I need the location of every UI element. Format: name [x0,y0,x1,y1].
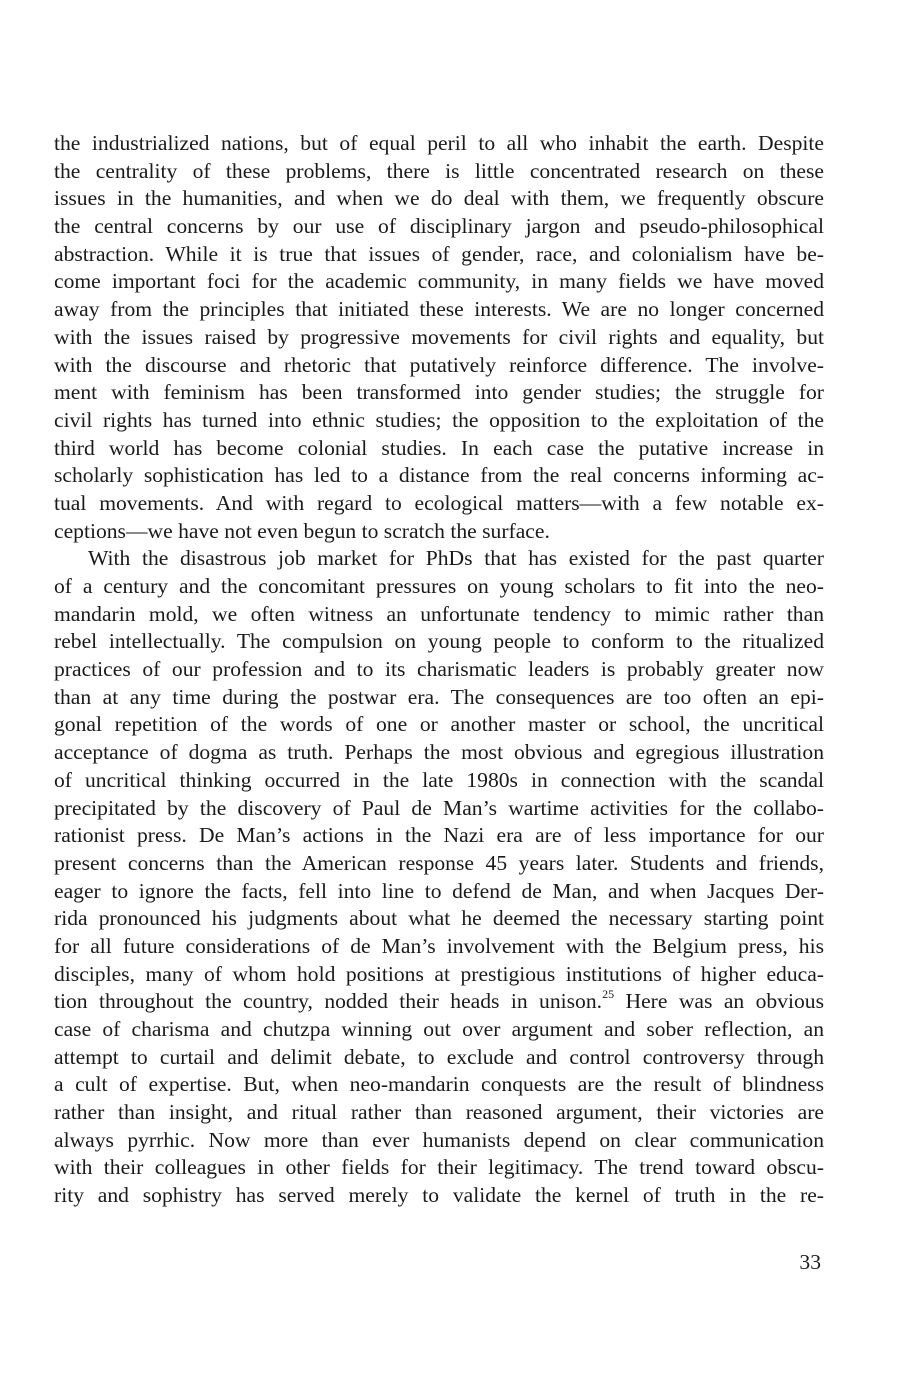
text-segment: tion throughout the country, nodded their heads in unison. [54,989,603,1014]
text-line: with the issues raised by progressive movements for civil rights and equality, but [54,324,824,349]
text-segment: Here was an obvious [614,989,824,1014]
text-line: rationist press. De Man’s actions in the Nazi era are of less importance for our [54,823,824,848]
body-text [54,130,824,1210]
text-line: attempt to curtail and delimit debate, to exclude and control controversy through [54,1044,824,1069]
text-line: scholarly sophistication has led to a distance from the real concerns informing ac- [54,463,824,488]
text-line: With the disastrous job market for PhDs that has existed for the past quarter [88,546,824,571]
text-line: mandarin mold, we often witness an unfortunate tendency to mimic rather than [54,601,824,626]
text-line: ment with feminism has been transformed into gender studies; the struggle for [54,380,824,405]
text-line: of a century and the concomitant pressures on young scholars to fit into the neo- [54,574,824,598]
text-line: than at any time during the postwar era. The consequences are too often an epi- [54,684,824,709]
text-line: always pyrrhic. Now more than ever humanists depend on clear communication [54,1127,824,1152]
paragraph-2 [54,545,824,1210]
text-line: abstraction. While it is true that issues of gender, race, and colonialism have be- [54,241,824,266]
text-line: third world has become colonial studies. In each case the putative increase in [54,435,824,460]
paragraph-1 [54,130,824,545]
text-line: acceptance of dogma as truth. Perhaps the most obvious and egregious illustration [54,740,824,765]
footnote-marker: 25 [602,987,615,1002]
text-line: the centrality of these problems, there is little concentrated research on these [54,158,824,183]
text-line: with their colleagues in other fields for their legitimacy. The trend toward obscu- [54,1155,824,1180]
text-line: disciples, many of whom hold positions at prestigious institutions of higher educa- [54,961,824,986]
page-number: 33 [799,1250,821,1274]
text-line: rebel intellectually. The compulsion on young people to conform to the ritualized [54,629,824,654]
text-line: tual movements. And with regard to ecological matters—with a few notable ex- [54,490,824,515]
text-line: a cult of expertise. But, when neo-mandarin conquests are the result of blindness [54,1072,824,1097]
text-line: practices of our profession and to its charismatic leaders is probably greater now [54,657,824,682]
text-line: issues in the humanities, and when we do deal with them, we frequently obscure [54,186,824,211]
text-line: the industrialized nations, but of equal peril to all who inhabit the earth. Despite [54,131,824,155]
text-line: away from the principles that initiated these interests. We are no longer concerned [54,297,824,322]
text-line: rity and sophistry has served merely to validate the kernel of truth in the re- [54,1183,824,1208]
text-line: eager to ignore the facts, fell into line to defend de Man, and when Jacques Der- [54,878,824,903]
text-line: with the discourse and rhetoric that putatively reinforce difference. The involve- [54,352,824,377]
text-line: case of charisma and chutzpa winning out over argument and sober reflection, an [54,1017,824,1041]
text-line-with-footnote [54,988,824,1016]
text-line: precipitated by the discovery of Paul de Man’s wartime activities for the collabo- [54,795,824,820]
text-line: civil rights has turned into ethnic studies; the opposition to the exploitation of the [54,407,824,432]
text-line: gonal repetition of the words of one or another master or school, the uncritical [54,712,824,737]
text-line: rather than insight, and ritual rather than reasoned argument, their victories are [54,1100,824,1125]
text-line: of uncritical thinking occurred in the late 1980s in connection with the scandal [54,767,824,792]
text-line: rida pronounced his judgments about what he deemed the necessary starting point [54,906,824,931]
text-line: for all future considerations of de Man’s involvement with the Belgium press, his [54,933,824,958]
text-line: present concerns than the American response 45 years later. Students and friends, [54,850,824,875]
text-line: come important foci for the academic community, in many fields we have moved [54,269,824,294]
text-line: the central concerns by our use of disciplinary jargon and pseudo-philosophical [54,214,824,239]
text-line: ceptions—we have not even begun to scratch the surface. [54,518,550,543]
